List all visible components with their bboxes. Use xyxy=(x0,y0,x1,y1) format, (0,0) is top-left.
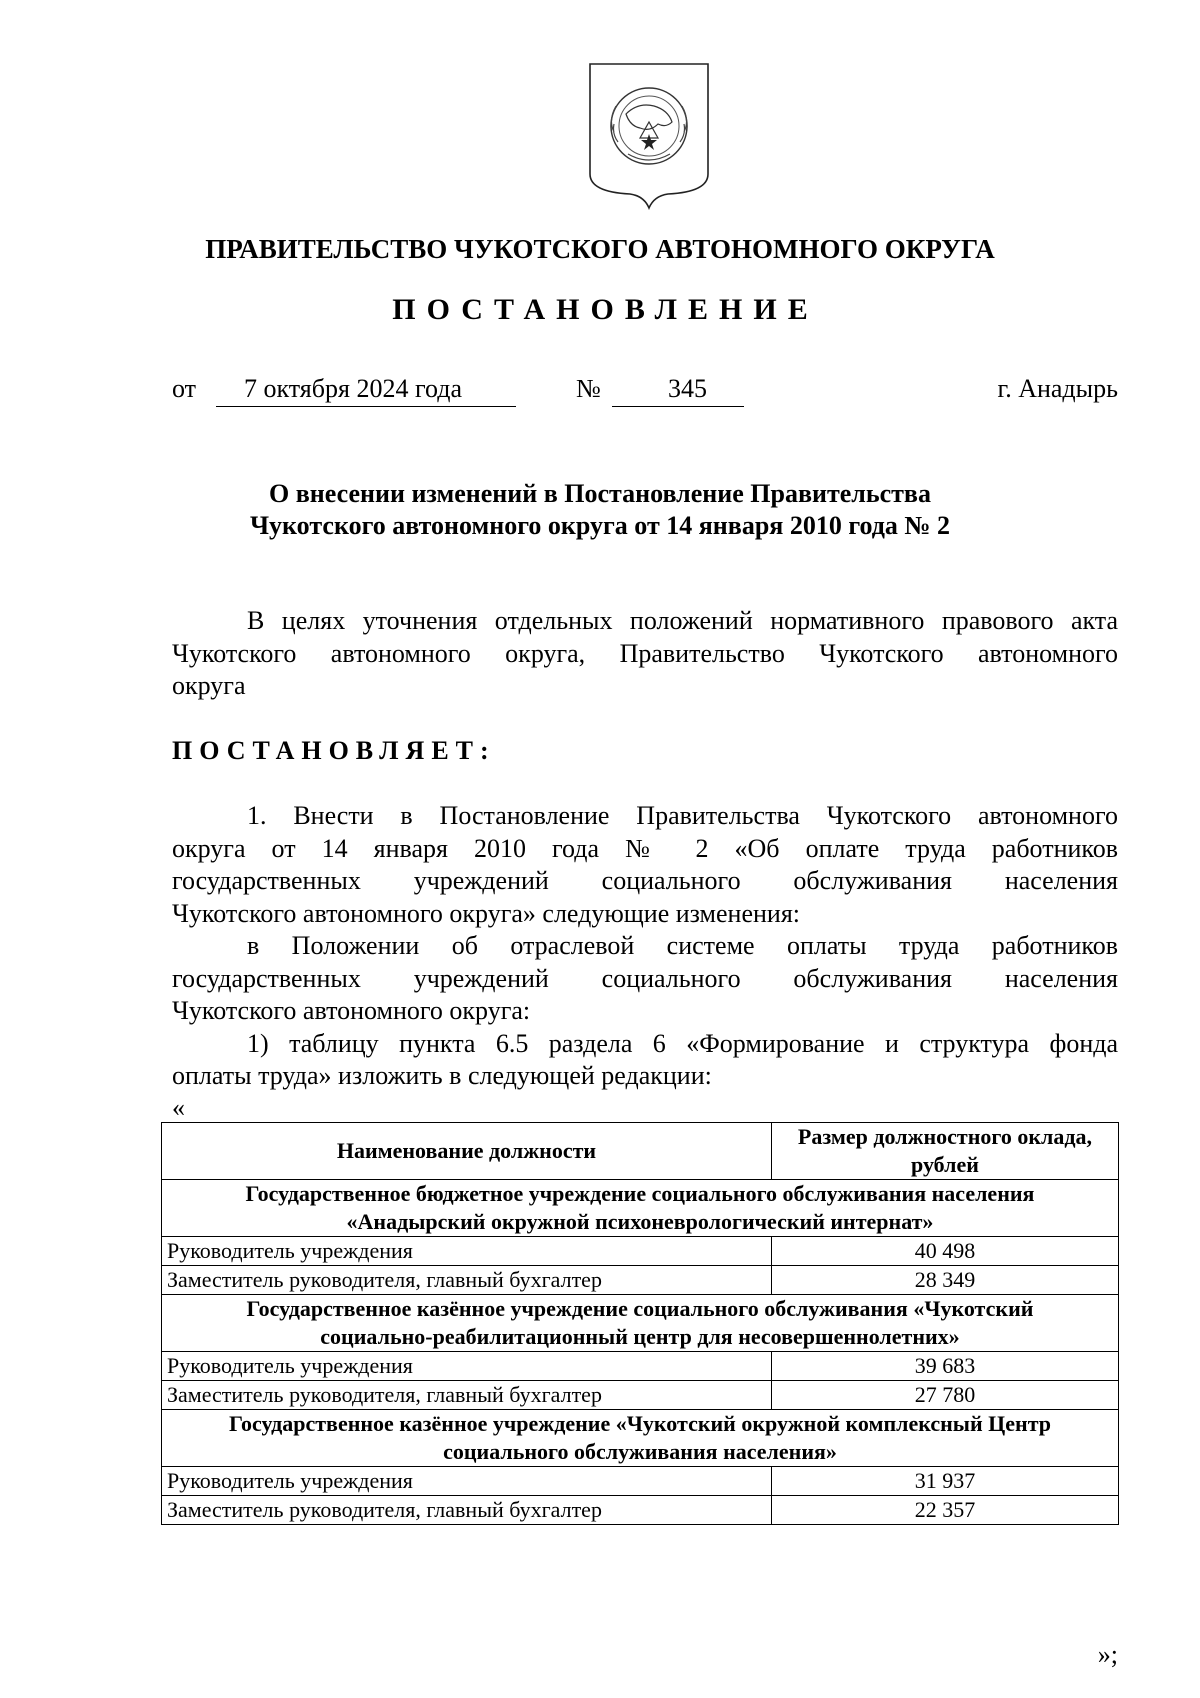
document-subject xyxy=(0,478,1200,542)
coat-of-arms-emblem xyxy=(588,62,710,210)
institution-name-line: «Анадырский окружной психоневрологический интернат» xyxy=(346,1209,934,1234)
salary-cell: 22 357 xyxy=(771,1496,1118,1525)
subject-line: О внесении изменений в Постановление Правительства xyxy=(269,479,931,508)
position-cell: Заместитель руководителя, главный бухгалтер xyxy=(162,1496,772,1525)
text-line: Чукотского автономного округа: xyxy=(172,996,531,1025)
table-row xyxy=(162,1496,1119,1525)
text-line: В целях уточнения отдельных положений нормативного правового акта xyxy=(247,606,1118,635)
text-line: округа от 14 января 2010 года № 2 «Об оплате труда работников xyxy=(172,833,1118,863)
government-name: ПРАВИТЕЛЬСТВО ЧУКОТСКОГО АВТОНОМНОГО ОКРУГА xyxy=(205,234,995,264)
text-line: Чукотского автономного округа, Правительство Чукотского автономного xyxy=(172,638,1118,668)
document-number: 345 xyxy=(668,374,707,403)
text-line: в Положении об отраслевой системе оплаты труда работников xyxy=(247,931,1118,960)
number-label: № xyxy=(576,374,601,403)
header-line: Размер должностного оклада, xyxy=(797,1124,1093,1149)
city-name: г. Анадырь xyxy=(997,374,1118,403)
institution-name-line: Государственное бюджетное учреждение социального обслуживания населения xyxy=(245,1181,1035,1206)
subject-line: Чукотского автономного округа от 14 января 2010 года № 2 xyxy=(249,511,951,540)
salary-cell: 31 937 xyxy=(771,1467,1118,1496)
institution-name-line: Государственное казённое учреждение «Чукотский окружной комплексный Центр xyxy=(228,1411,1052,1436)
institution-name-line: социально-реабилитационный центр для несовершеннолетних» xyxy=(320,1324,960,1349)
column-header-position: Наименование должности xyxy=(162,1123,772,1180)
text-line: 1. Внести в Постановление Правительства Чукотского автономного xyxy=(247,801,1118,830)
dateline xyxy=(172,374,1118,414)
position-cell: Руководитель учреждения xyxy=(162,1352,772,1381)
opening-quote: « xyxy=(172,1093,185,1122)
preamble-paragraph xyxy=(172,605,1118,703)
item-1-paragraph xyxy=(172,800,1118,1093)
document-type-title: ПОСТАНОВЛЕНИЕ xyxy=(392,293,819,326)
table-row xyxy=(162,1381,1119,1410)
decree-word: ПОСТАНОВЛЯЕТ: xyxy=(172,736,496,765)
header-line: рублей xyxy=(911,1152,979,1177)
institution-name-line: социального обслуживания населения» xyxy=(443,1439,837,1464)
document-date: 7 октября 2024 года xyxy=(244,374,462,403)
salary-cell: 28 349 xyxy=(771,1266,1118,1295)
salary-cell: 39 683 xyxy=(771,1352,1118,1381)
table-row xyxy=(162,1266,1119,1295)
salary-cell: 40 498 xyxy=(771,1237,1118,1266)
salary-cell: 27 780 xyxy=(771,1381,1118,1410)
table-header-row xyxy=(162,1123,1119,1180)
table-group-row xyxy=(162,1410,1119,1467)
text-line: округа xyxy=(172,671,246,700)
salary-table xyxy=(161,1122,1119,1525)
institution-name xyxy=(162,1295,1119,1352)
institution-name-line: Государственное казённое учреждение социального обслуживания «Чукотский xyxy=(246,1296,1034,1321)
table-group-row xyxy=(162,1180,1119,1237)
table-row xyxy=(162,1352,1119,1381)
position-cell: Заместитель руководителя, главный бухгалтер xyxy=(162,1266,772,1295)
text-line: государственных учреждений социального обслуживания населения xyxy=(172,963,1118,993)
institution-name xyxy=(162,1180,1119,1237)
text-line: 1) таблицу пункта 6.5 раздела 6 «Формирование и структура фонда xyxy=(247,1028,1118,1058)
number-underline xyxy=(612,406,744,407)
position-cell: Заместитель руководителя, главный бухгалтер xyxy=(162,1381,772,1410)
date-from-label: от xyxy=(172,374,197,403)
column-header-salary xyxy=(771,1123,1118,1180)
table-row xyxy=(162,1237,1119,1266)
text-line: Чукотского автономного округа» следующие изменения: xyxy=(172,898,801,928)
table-row xyxy=(162,1467,1119,1496)
text-line: оплаты труда» изложить в следующей редакции: xyxy=(172,1061,712,1090)
date-underline xyxy=(216,406,516,407)
position-cell: Руководитель учреждения xyxy=(162,1467,772,1496)
position-cell: Руководитель учреждения xyxy=(162,1237,772,1266)
closing-quote: »; xyxy=(1097,1640,1118,1669)
text-line: государственных учреждений социального обслуживания населения xyxy=(172,866,1118,895)
table-group-row xyxy=(162,1295,1119,1352)
institution-name xyxy=(162,1410,1119,1467)
